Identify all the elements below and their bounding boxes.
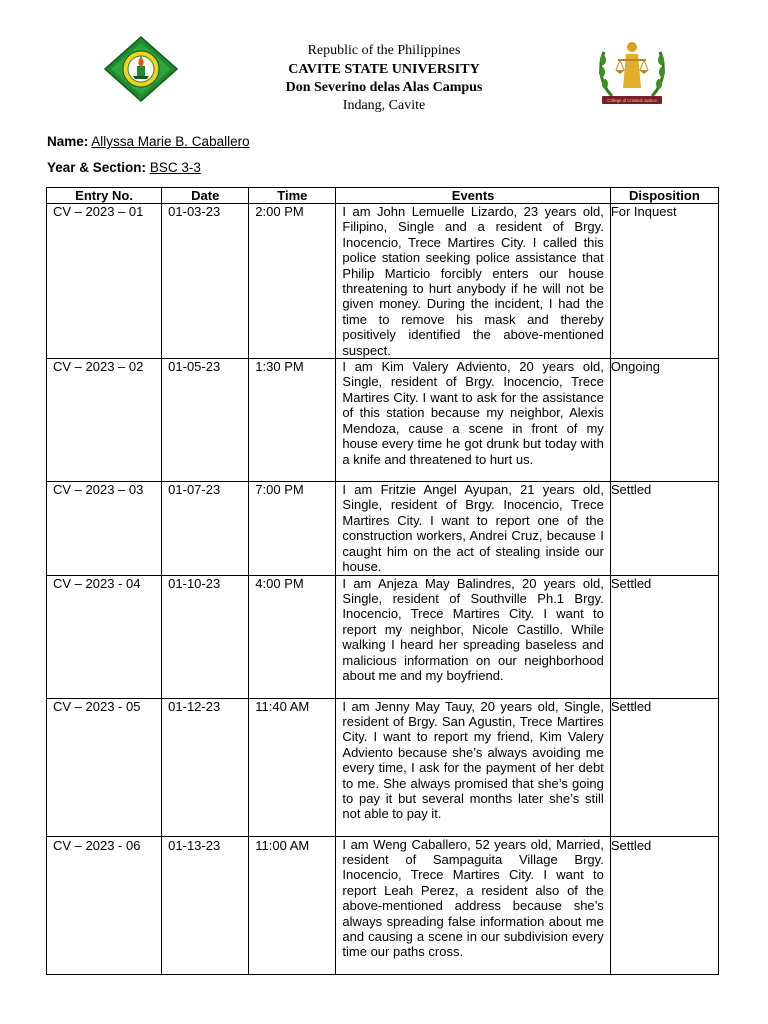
entry-time: 2:00 PM	[255, 204, 304, 219]
entry-disposition: Settled	[610, 482, 652, 498]
entry-disposition: Ongoing	[610, 359, 660, 375]
table-row	[47, 359, 719, 482]
entry-disposition: Settled	[610, 698, 652, 714]
entry-no: CV – 2023 – 01	[53, 204, 144, 219]
name-value: Allyssa Marie B. Caballero	[91, 134, 250, 149]
university-seal-logo	[104, 36, 178, 102]
entry-events: I am Jenny May Tauy, 20 years old, Single, resident of Brgy. San Agustin, Trece Martires City. I want to report my friend, Kim Valery Adviento because she’s always avoiding me every time, I ask for the payment of her debt to me. She always promised that she’s going to pay it but several months later she’s still not able to pay it.	[342, 698, 604, 822]
entry-date: 01-13-23	[168, 837, 221, 853]
entry-events: I am Weng Caballero, 52 years old, Married, resident of Sampaguita Village Brgy. Inocencio, Trece Martires City. I want to report Leah Perez, a resident also of the above-mentioned address because she’s always spreading false information about me and causing a scene in our subdivision every time our paths cross.	[342, 836, 604, 960]
entry-no: CV – 2023 - 04	[53, 575, 141, 591]
entry-disposition: Settled	[610, 575, 652, 591]
header-republic: Republic of the Philippines	[307, 43, 461, 58]
entry-time: 7:00 PM	[255, 482, 304, 498]
document-header	[0, 0, 768, 125]
entry-time: 4:00 PM	[255, 575, 304, 591]
table-row	[47, 204, 719, 359]
name-label: Name:	[47, 134, 89, 149]
entry-no: CV – 2023 - 06	[53, 837, 141, 853]
entry-disposition: For Inquest	[610, 204, 677, 219]
entry-time: 11:40 AM	[255, 698, 310, 714]
header-time: Time	[249, 188, 336, 204]
student-name-line	[47, 134, 250, 149]
table-row	[47, 836, 719, 974]
entry-events: I am John Lemuelle Lizardo, 23 years old, Filipino, Single and a resident of Brgy. Inocencio, Trece Martires City. I called this police station seeking police assistance that Philip Marticio forcibly enters our house threatening to hurt anybody if he will not be given money. During the incident, I had the time to remove his mask and thereby positively identified the above-mentioned suspect.	[342, 204, 604, 358]
year-section-label: Year & Section:	[47, 160, 147, 175]
entry-events: I am Anjeza May Balindres, 20 years old, Single, resident of Southville Ph.1 Brgy. Inocencio, Trece Martires City. I want to report my neighbor, Nicole Castillo. While walking I heard her spreading baseless and malicious information on our neighborhood about me and my boyfriend.	[342, 575, 604, 683]
criminal-justice-logo	[596, 38, 668, 108]
entry-date: 01-10-23	[168, 575, 221, 591]
entry-date: 01-07-23	[168, 482, 221, 498]
entry-time: 1:30 PM	[255, 359, 304, 375]
entry-events: I am Kim Valery Adviento, 20 years old, Single, resident of Brgy. Inocencio, Trece Martires City. I want to ask for the assistance of this station because my neighbor, Alexis Mendoza, cause a scene in front of my house every time he got drunk but today with a knife and threatened to hurt us.	[342, 359, 604, 467]
table-row	[47, 482, 719, 575]
header-campus: Don Severino delas Alas Campus	[285, 80, 483, 95]
header-date: Date	[162, 188, 249, 204]
entry-disposition: Settled	[610, 837, 652, 853]
entry-date: 01-12-23	[168, 698, 221, 714]
header-entry-no: Entry No.	[47, 188, 162, 204]
year-section-value: BSC 3-3	[149, 160, 201, 175]
entry-date: 01-03-23	[168, 204, 221, 219]
header-university: CAVITE STATE UNIVERSITY	[288, 62, 480, 77]
entry-time: 11:00 AM	[255, 837, 310, 853]
table-row	[47, 575, 719, 698]
header-location: Indang, Cavite	[342, 98, 426, 113]
header-disposition: Disposition	[610, 188, 718, 204]
entry-no: CV – 2023 – 03	[53, 482, 144, 498]
entry-no: CV – 2023 – 02	[53, 359, 144, 375]
entry-events: I am Fritzie Angel Ayupan, 21 years old, Single, resident of Brgy. Inocencio, Trece Martires City. I want to report one of the construction workers, Andrei Cruz, because I caught him on the act of stealing inside our house.	[342, 482, 604, 575]
entry-no: CV – 2023 - 05	[53, 698, 141, 714]
svg-text:College of Criminal Justice: College of Criminal Justice	[607, 98, 657, 103]
table-header-row	[47, 188, 719, 204]
table-row	[47, 698, 719, 836]
case-log-table	[46, 187, 719, 975]
year-section-line	[47, 160, 201, 175]
entry-date: 01-05-23	[168, 359, 221, 375]
header-events: Events	[336, 188, 610, 204]
